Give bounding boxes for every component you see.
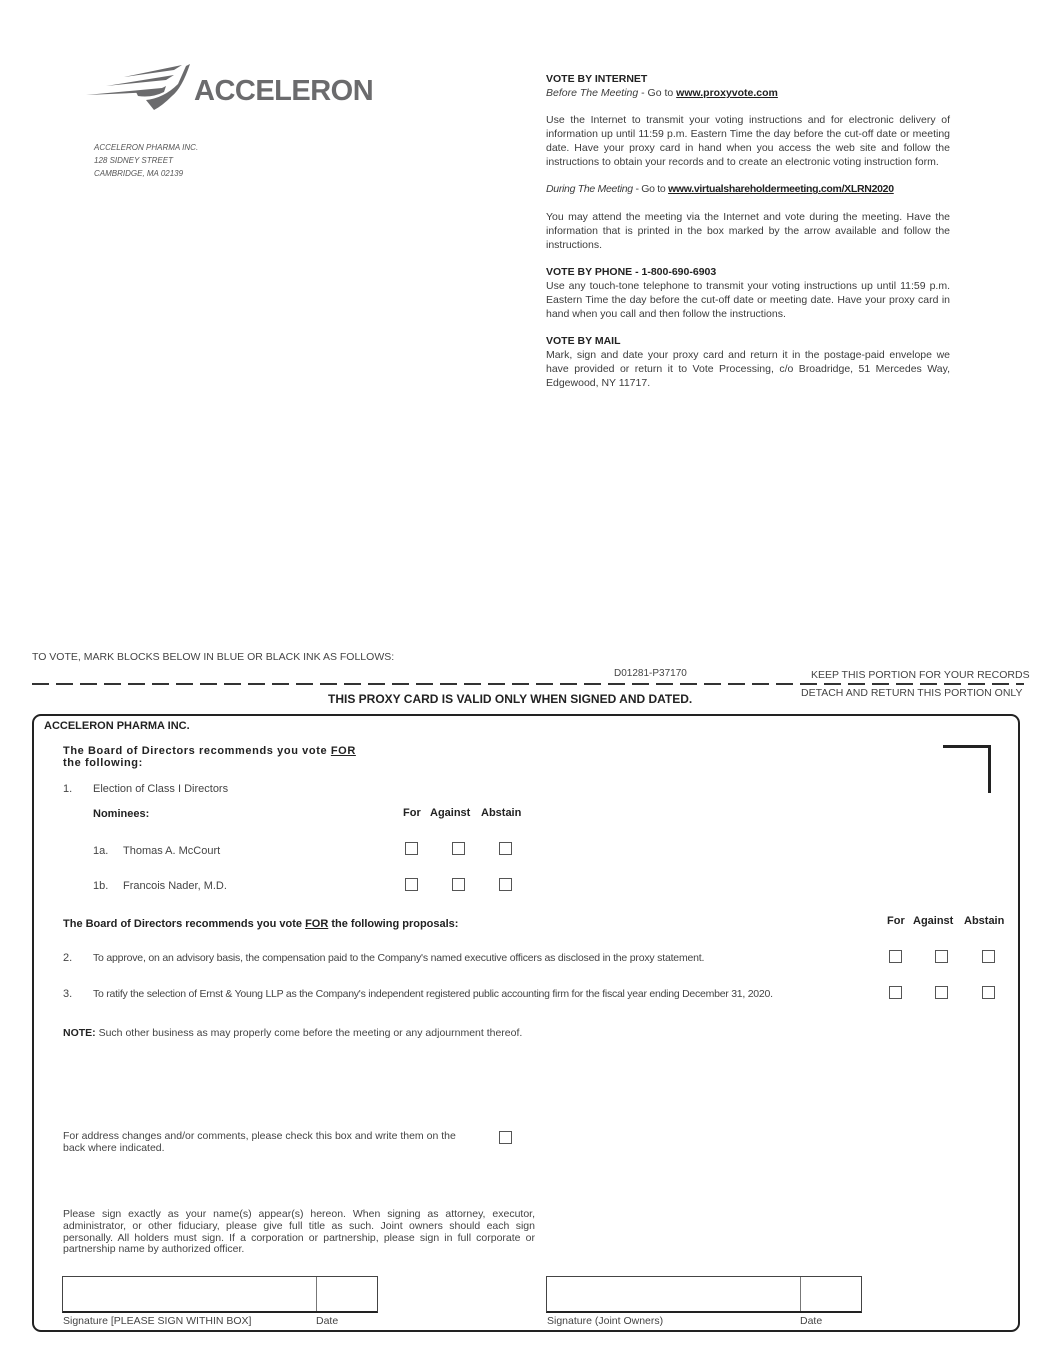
col-abstain: Abstain <box>481 807 522 819</box>
proposal-3-abstain-checkbox[interactable] <box>982 986 995 999</box>
proposal-text: To ratify the selection of Ernst & Young LLP as the Company's independent registered public accounting firm for the fiscal year ending December 31, 2020. <box>93 988 773 1000</box>
rec-text: the following: <box>63 757 143 769</box>
phone-body: Use any touch-tone telephone to transmit your voting instructions up until 11:59 p.m. Eastern Time the day before the cut-off date or meeting date. Have your proxy card in hand when you call and then follow the instructions. <box>546 279 950 320</box>
nominee-1a-for-checkbox[interactable] <box>405 842 418 855</box>
nominee-1b-for-checkbox[interactable] <box>405 878 418 891</box>
vote-internet-heading: VOTE BY INTERNET <box>546 73 648 85</box>
vote-mail-heading: VOTE BY MAIL <box>546 335 621 348</box>
date-divider <box>800 1277 801 1311</box>
proposal-num: 2. <box>63 952 73 964</box>
proposal-2-for-checkbox[interactable] <box>889 950 902 963</box>
address-line: CAMBRIDGE, MA 02139 <box>94 169 184 178</box>
goto-text: - Go to <box>632 183 669 196</box>
proposal-3-against-checkbox[interactable] <box>935 986 948 999</box>
keep-portion-label: KEEP THIS PORTION FOR YOUR RECORDS <box>811 669 1030 681</box>
proposal-num: 3. <box>63 988 73 1000</box>
valid-notice: THIS PROXY CARD IS VALID ONLY WHEN SIGNED AND DATED. <box>328 692 693 706</box>
col-for: For <box>887 915 905 927</box>
detach-return-label: DETACH AND RETURN THIS PORTION ONLY <box>801 687 1023 699</box>
col-for: For <box>403 807 421 819</box>
signing-instructions: Please sign exactly as your name(s) appear(s) hereon. When signing as attorney, executor, administrator, or other fiduciary, please give full title as such. Joint owners should each sign personally. All holders must sign. If a corporation or partnership, please sign in full corporate or partnership name by authorized officer. <box>63 1208 535 1256</box>
nominee-1b-against-checkbox[interactable] <box>452 878 465 891</box>
voting-instructions <box>546 73 950 404</box>
nominee-name: Thomas A. McCourt <box>123 845 221 857</box>
signature-label: Signature [PLEASE SIGN WITHIN BOX] <box>63 1315 252 1327</box>
proposal-text: To approve, on an advisory basis, the compensation paid to the Company's named executive officers as disclosed in the proxy statement. <box>93 952 705 964</box>
item1-title: Election of Class I Directors <box>93 783 229 795</box>
rec-for: FOR <box>305 918 329 930</box>
joint-signature-label: Signature (Joint Owners) <box>547 1315 664 1327</box>
card-company-name: ACCELERON PHARMA INC. <box>44 720 190 732</box>
date-divider <box>316 1277 317 1311</box>
proposal-3-for-checkbox[interactable] <box>889 986 902 999</box>
address-line: 128 SIDNEY STREET <box>94 156 173 165</box>
signature-box[interactable] <box>62 1276 378 1313</box>
arrow-corner-mark-icon <box>943 745 991 793</box>
to-vote-instruction: TO VOTE, MARK BLOCKS BELOW IN BLUE OR BLACK INK AS FOLLOWS: <box>32 651 395 663</box>
logo-wordmark: ACCELERON <box>194 75 374 107</box>
item-number: 1. <box>63 783 73 795</box>
board-recommendation-proposals <box>63 918 458 930</box>
nominee-1b-abstain-checkbox[interactable] <box>499 878 512 891</box>
joint-signature-box[interactable] <box>546 1276 862 1313</box>
proposal-2-abstain-checkbox[interactable] <box>982 950 995 963</box>
nominee-num: 1b. <box>93 880 109 892</box>
rec-for: FOR <box>330 745 356 757</box>
company-address <box>94 141 198 180</box>
virtual-meeting-link[interactable]: www.virtualshareholdermeeting.com/XLRN2020 <box>668 183 894 196</box>
logo-swoosh-icon <box>86 62 196 112</box>
before-meeting-label: Before The Meeting <box>546 86 639 99</box>
proposal-2-against-checkbox[interactable] <box>935 950 948 963</box>
date-label: Date <box>316 1315 339 1327</box>
proxyvote-link[interactable]: www.proxyvote.com <box>676 86 778 99</box>
mail-body: Mark, sign and date your proxy card and return it in the postage-paid envelope we have provided or return it to Vote Processing, c/o Broadridge, 51 Mercedes Way, Edgewood, NY 11717. <box>546 348 950 389</box>
acceleron-logo <box>86 62 376 112</box>
nominees-label: Nominees: <box>93 808 150 820</box>
board-recommendation-directors <box>63 745 356 769</box>
address-change-text: For address changes and/or comments, please check this box and write them on the back where indicated. <box>63 1130 456 1154</box>
internet-body: Use the Internet to transmit your voting instructions and for electronic delivery of information up until 11:59 p.m. Eastern Time the day before the cut-off date or meeting date. Have your proxy card in hand when you access the web site and follow the instructions to obtain your records and to create an electronic voting instruction form. <box>546 114 950 168</box>
date-label: Date <box>800 1315 823 1327</box>
rec-text: The Board of Directors recommends you vote <box>63 745 331 757</box>
goto-text: - Go to <box>638 86 677 99</box>
nominee-1a-abstain-checkbox[interactable] <box>499 842 512 855</box>
address-change-checkbox[interactable] <box>499 1131 512 1144</box>
note-text: Such other business as may properly come before the meeting or any adjournment thereof. <box>95 1027 523 1039</box>
note-label: NOTE: <box>63 1027 96 1039</box>
rec-text: the following proposals: <box>328 918 459 930</box>
address-line: ACCELERON PHARMA INC. <box>94 143 199 152</box>
col-abstain: Abstain <box>964 915 1005 927</box>
document-id: D01281-P37170 <box>614 668 687 679</box>
nominee-1a-against-checkbox[interactable] <box>452 842 465 855</box>
nominee-name: Francois Nader, M.D. <box>123 880 227 892</box>
during-meeting-label: During The Meeting <box>546 183 633 196</box>
col-against: Against <box>430 807 471 819</box>
nominee-num: 1a. <box>93 845 109 857</box>
rec-text: The Board of Directors recommends you vote <box>63 918 306 930</box>
detach-dashed-line <box>32 683 1024 685</box>
note <box>63 1027 522 1039</box>
col-against: Against <box>913 915 954 927</box>
vote-phone-heading: VOTE BY PHONE - 1-800-690-6903 <box>546 266 717 279</box>
during-meeting-body: You may attend the meeting via the Internet and vote during the meeting. Have the information that is printed in the box marked by the arrow available and follow the instructions. <box>546 210 950 251</box>
